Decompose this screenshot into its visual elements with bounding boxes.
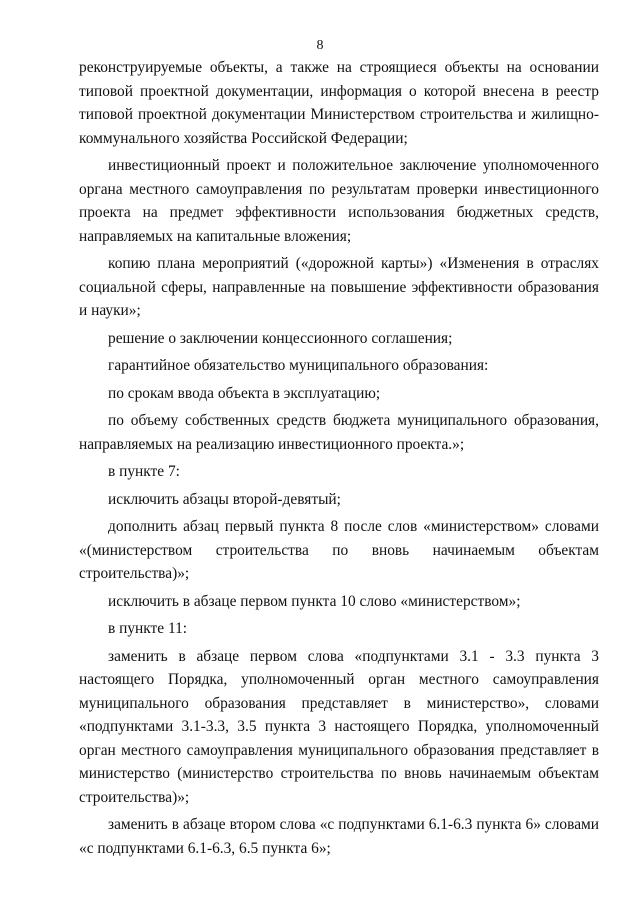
paragraph-roadmap-copy: копию плана мероприятий («дорожной карты») «Изменения в отраслях социальной сферы, направленные на повышение эффективности образования и науки»; (79, 255, 599, 319)
page-number: 8 (316, 38, 324, 53)
paragraph-replace-first: заменить в абзаце первом слова «подпунктами 3.1 - 3.3 пункта 3 настоящего Порядка, уполномоченный орган местного самоуправления муниципального образования представляет в министерство», словами «подпунктами 3.1-3.3, 3.5 пункта 3 настоящего Порядка, уполномоченный орган местного самоуправления муниципального образования представляет в министерство (министерство строительства по вновь начинаемым объектам строительства)»; (79, 647, 599, 806)
paragraph-commissioning-terms: по срокам ввода объекта в эксплуатацию; (108, 384, 381, 402)
paragraph-replace-second: заменить в абзаце втором слова «с подпунктами 6.1-6.3 пункта 6» словами «с подпунктами 6.1-6.3, 6.5 пункта 6»; (79, 816, 599, 857)
document-body (79, 56, 599, 864)
paragraph-point-7: в пункте 7: (108, 463, 180, 480)
paragraph-guarantee-obligation: гарантийное обязательство муниципального образования: (108, 357, 489, 374)
paragraph-point-11: в пункте 11: (108, 620, 188, 637)
paragraph-exclude-point-10: исключить в абзаце первом пункта 10 слово «министерством»; (108, 592, 521, 610)
paragraph-concession-decision: решение о заключении концессионного соглашения; (108, 329, 453, 347)
paragraph-supplement-point-8: дополнить абзац первый пункта 8 после слов «министерством» словами «(министерством строительства по вновь начинаемым объектам строительства)»; (79, 518, 599, 582)
paragraph-investment-project: инвестиционный проект и положительное заключение уполномоченного органа местного самоуправления по результатам проверки инвестиционного проекта на предмет эффективности использования бюджетных средств, направляемых на капитальные вложения; (79, 157, 599, 245)
paragraph-own-funds: по объему собственных средств бюджета муниципального образования, направляемых на реализацию инвестиционного проекта.»; (79, 412, 599, 453)
paragraph-exclude-paragraphs: исключить абзацы второй-девятый; (108, 490, 341, 508)
paragraph-continuation: реконструируемые объекты, а также на строящиеся объекты на основании типовой проектной документации, информация о которой внесена в реестр типовой проектной документации Министерством строительства и жилищно-коммунального хозяйства Российской Федерации; (79, 59, 599, 147)
